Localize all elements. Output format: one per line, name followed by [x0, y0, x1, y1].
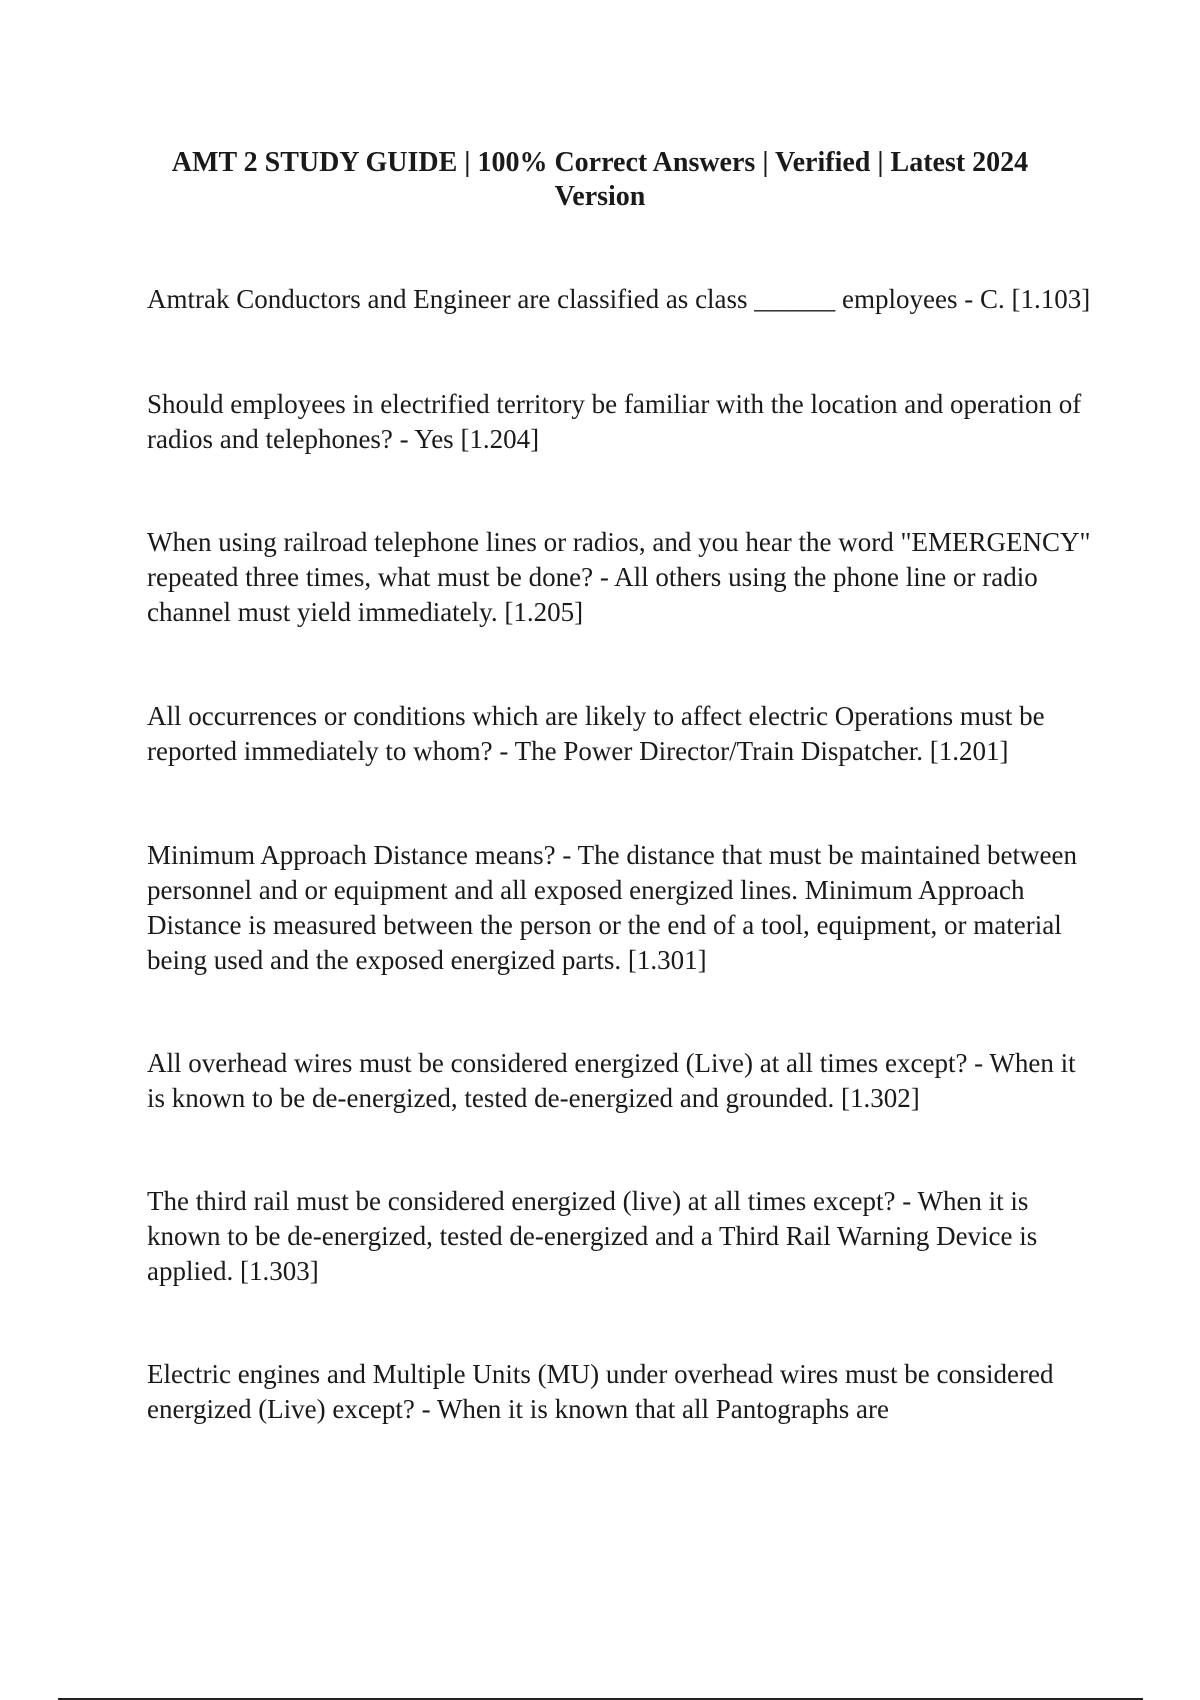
qa-item: Amtrak Conductors and Engineer are classified as class ______ employees - C. [1.103]	[147, 284, 1091, 314]
qa-item: The third rail must be considered energized (live) at all times except? - When it is known to be de-energized, tested de-energized and a Third Rail Warning Device is applied. [1.303]	[147, 1186, 1038, 1286]
qa-item: Electric engines and Multiple Units (MU) under overhead wires must be considered energized (Live) except? - When it is known that all Pantographs are	[147, 1359, 1054, 1424]
qa-item: Minimum Approach Distance means? - The distance that must be maintained between personnel and or equipment and all exposed energized lines. Minimum Approach Distance is measured between the person or the end of a tool, equipment, or material being used and the exposed energized parts. [1.301]	[147, 840, 1077, 975]
qa-item: All overhead wires must be considered energized (Live) at all times except? - When it is known to be de-energized, tested de-energized and grounded. [1.302]	[147, 1048, 1076, 1113]
document-title: AMT 2 STUDY GUIDE | 100% Correct Answers | Verified | Latest 2024 Version	[171, 147, 1029, 212]
qa-item: All occurrences or conditions which are likely to affect electric Operations must be reported immediately to whom? - The Power Director/Train Dispatcher. [1.201]	[147, 701, 1045, 766]
qa-list	[147, 282, 1092, 1427]
qa-item: Should employees in electrified territory be familiar with the location and operation of radios and telephones? - Yes [1.204]	[147, 389, 1082, 454]
qa-item: When using railroad telephone lines or radios, and you hear the word "EMERGENCY" repeated three times, what must be done? - All others using the phone line or radio channel must yield immediately. [1.205]	[147, 527, 1091, 627]
